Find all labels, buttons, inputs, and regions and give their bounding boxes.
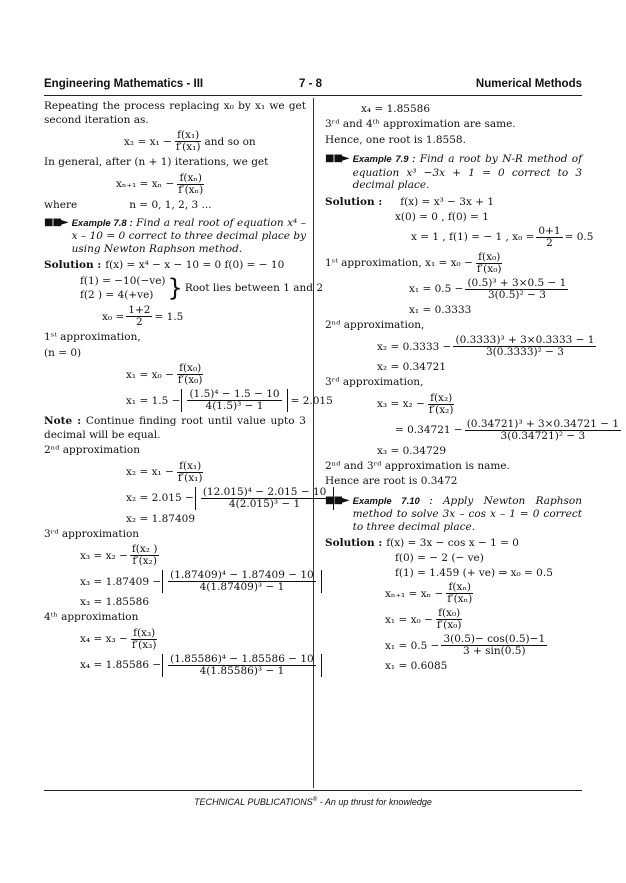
eq-x4-substituted — [44, 652, 314, 677]
fraction — [453, 335, 596, 358]
fraction — [465, 419, 621, 442]
footer-tagline: - An up thrust for knowledge — [317, 797, 432, 807]
numerator: (0.34721)³ + 3×0.34721 − 1 — [466, 417, 620, 430]
page-footer — [0, 797, 626, 807]
fourth-approx-label: 4ᵗʰ approximation — [44, 611, 139, 623]
eq-x1-result: x₁ = 0.3333 — [409, 303, 472, 316]
fraction — [176, 173, 205, 196]
eq-x3 — [325, 393, 582, 416]
denominator: 3 + sin(0.5) — [463, 645, 526, 657]
example-label: Example 7.10 : — [352, 495, 433, 507]
eq-nr-general — [325, 582, 582, 605]
denominator: f′(x₀) — [436, 619, 462, 631]
eq-lhs: x₂ = x₁ − — [124, 135, 172, 148]
left-column — [44, 100, 333, 680]
eq-lhs: x₁ = x₀ − — [126, 368, 174, 381]
eq-x2-substituted — [44, 485, 327, 510]
intro-paragraph: Repeating the process replacing x₀ by x₁ we get second iteration as. — [44, 100, 306, 126]
final-result: x₁ = 0.6085 — [385, 660, 448, 672]
eq-x4-result: x₄ = 1.85586 — [361, 103, 431, 115]
solution-label: Solution : — [325, 537, 383, 549]
footer-rule — [44, 790, 582, 791]
denominator: 4(2.015)³ − 1 — [228, 497, 301, 510]
example-7-8 — [44, 217, 306, 256]
fraction — [201, 487, 329, 510]
numerator: f(x₂ ) — [131, 543, 158, 555]
solution-function: f(x) = x³ − 3x + 1 — [400, 195, 495, 208]
bracket — [162, 570, 322, 593]
fraction — [475, 252, 504, 275]
where-label: where — [44, 198, 78, 211]
eq-lhs: x₂ = 0.3333 − — [377, 340, 452, 353]
solution-line — [325, 537, 582, 549]
root-interval: Root lies between 1 and 2 — [184, 282, 324, 294]
arrow-icon: ■■► — [325, 494, 349, 506]
eq-general-form — [44, 173, 306, 196]
eq-lhs: x₀ = — [102, 310, 125, 323]
fraction — [536, 226, 562, 249]
fraction — [126, 305, 152, 328]
example-label: Example 7.8 : — [71, 217, 133, 229]
eq-lhs: x₁ = x₀ − — [385, 613, 433, 626]
note — [44, 415, 306, 442]
eq-x2-general — [44, 130, 306, 153]
eq-value: = 1.5 — [154, 310, 184, 323]
footer-publisher: TECHNICAL PUBLICATIONS — [194, 797, 313, 807]
numerator: f(x₃) — [133, 626, 156, 639]
right-column — [325, 100, 620, 675]
fraction — [130, 628, 159, 651]
eq-lhs: = 0.34721 − — [395, 424, 463, 436]
eq-lhs: x₂ = x₁ − — [126, 466, 174, 478]
numerator: 3(0.5)− cos(0.5)−1 — [443, 633, 546, 645]
numerator: f(xₙ) — [179, 171, 203, 184]
numerator: f(x₀) — [179, 362, 202, 374]
denominator: 3(0.3333)² − 3 — [485, 346, 564, 358]
same-statement: 3ʳᵈ and 4ᵗʰ approximation are same. — [325, 118, 516, 130]
eq-lhs: x₃ = x₂ − — [377, 398, 425, 410]
denominator: 3(0.5)² − 3 — [487, 288, 546, 301]
page-header — [44, 78, 582, 94]
numerator: (1.5)⁴ − 1.5 − 10 — [189, 388, 280, 400]
bracket — [195, 487, 335, 510]
denominator: f′(x₀) — [476, 262, 502, 275]
fraction — [465, 278, 568, 301]
fraction — [187, 389, 281, 412]
denominator: f′(x₁) — [177, 471, 203, 484]
eq-x4 — [44, 628, 306, 651]
f2-value: f(2 ) = 4(+ve) — [80, 289, 154, 301]
brace-icon: } — [167, 274, 183, 302]
denominator: f′(x₂) — [428, 403, 454, 416]
general-paragraph: In general, after (n + 1) iterations, we get — [44, 156, 269, 168]
denominator: 4(1.85586)³ − 1 — [199, 664, 285, 677]
eq-x1 — [44, 363, 306, 386]
sign-check — [44, 274, 324, 302]
eq-value: = 2.015 — [290, 394, 333, 407]
solution-function: f(x) = 3x − cos x − 1 = 0 — [386, 537, 519, 549]
numerator: f(xₙ) — [448, 581, 472, 593]
x0-f0: x(0) = 0 , f(0) = 1 — [395, 210, 489, 223]
example-text: Find a root by N-R method of equation x³ −3x + 1 = 0 correct to 3 decimal place. — [352, 153, 582, 191]
f0-value: f(0) = − 2 (− ve) — [395, 552, 484, 564]
eq-x1-substituted — [44, 388, 333, 412]
eq-lhs: x = 1 , f(1) = − 1 , x₀ = — [411, 231, 535, 243]
eq-lhs: x₂ = 2.015 − — [126, 492, 194, 504]
second-approx-label: 2ⁿᵈ approximation — [44, 444, 140, 456]
fraction — [435, 608, 464, 631]
eq-x1-substituted — [325, 278, 582, 301]
denominator: 4(1.87409)³ − 1 — [199, 581, 285, 593]
eq-x2-result: x₂ = 0.34721 — [377, 361, 447, 373]
eq-x2 — [44, 461, 306, 484]
fraction — [441, 634, 547, 657]
eq-lhs: x₃ = x₂ − — [80, 549, 128, 562]
solution-label: Solution : — [44, 259, 102, 271]
denominator: 3(0.34721)² − 3 — [500, 429, 586, 442]
denominator: f′(x₃) — [131, 638, 157, 651]
header-rule — [44, 95, 582, 96]
first-approx-label: 1ˢᵗ approximation, — [44, 331, 141, 343]
f1-value: f(1) = 1.459 (+ ve) ⇒ x₀ = 0.5 — [395, 567, 553, 579]
bracket — [162, 654, 322, 677]
fraction — [176, 363, 205, 386]
second-approx-label: 2ⁿᵈ approximation, — [325, 318, 425, 331]
eq-x0 — [44, 305, 306, 328]
eq-x3 — [44, 544, 306, 567]
eq-x2-result: x₂ = 1.87409 — [126, 512, 196, 525]
solution-line — [44, 259, 306, 271]
numerator: f(x₀) — [478, 250, 501, 263]
eq-x3-substituted — [325, 417, 620, 442]
root-result-1: Hence, one root is 1.8558. — [325, 133, 466, 146]
fraction — [176, 461, 205, 484]
denominator: 2 — [546, 236, 553, 249]
numerator: f(x₂) — [430, 391, 453, 404]
root-result-2: Hence are root is 0.3472 — [325, 475, 458, 487]
f1-value: f(1) = −10(−ve) — [80, 275, 166, 287]
third-approx-label: 3ʳᵈ approximation, — [325, 376, 424, 388]
note-text: Continue finding root until value upto 3 decimal will be equal. — [44, 415, 306, 441]
fraction — [445, 582, 474, 605]
eq-lhs: x₄ = 1.85586 − — [80, 659, 162, 671]
numerator: 1+2 — [128, 304, 151, 316]
numerator: (0.5)³ + 3×0.5 − 1 — [467, 276, 567, 289]
third-approx-label: 3ʳᵈ approximation — [44, 527, 140, 540]
numerator: (1.87409)⁴ − 1.87409 − 10 — [170, 569, 314, 581]
example-label: Example 7.9 : — [352, 154, 416, 165]
example-text: Find a real root of equation x⁴ – x – 10 = 0 correct to three decimal place by using Newton Raphson method. — [71, 216, 307, 255]
numerator: (1.85586)⁴ − 1.85586 − 10 — [170, 652, 314, 665]
fraction — [427, 393, 456, 416]
eq-nr-x1 — [325, 608, 582, 631]
numerator: (0.3333)³ + 3×0.3333 − 1 — [455, 334, 595, 346]
arrow-icon: ■■► — [325, 153, 349, 164]
eq-lhs: x₃ = 1.87409 − — [80, 575, 162, 588]
eq-lhs: x₁ = 0.5 − — [409, 283, 464, 295]
numerator: f(x₁) — [179, 459, 202, 472]
fraction — [168, 570, 316, 593]
denominator: f′(x₁) — [175, 141, 201, 153]
eq-lhs: xₙ₊₁ = xₙ − — [385, 587, 444, 600]
example-7-10 — [325, 495, 582, 534]
note-label: Note : — [44, 415, 82, 427]
header-chapter-title: Numerical Methods — [475, 78, 582, 90]
denominator: f′(x₂) — [132, 555, 157, 567]
arrow-icon: ■■► — [44, 216, 68, 228]
eq-x0-midpoint — [325, 224, 594, 249]
registered-mark: ® — [312, 797, 318, 803]
denominator: 2 — [136, 316, 143, 328]
denominator: f′(xₙ) — [447, 593, 473, 605]
header-book-title: Engineering Mathematics - III — [44, 78, 204, 90]
solution-function: f(x) = x⁴ − x − 10 = 0 f(0) = − 10 — [105, 259, 285, 271]
solution-line — [325, 196, 582, 208]
denominator: 4(1.5)³ − 1 — [205, 400, 264, 412]
header-page-number: 7 - 8 — [299, 78, 323, 90]
where-value: n = 0, 1, 2, 3 ... — [129, 198, 212, 211]
eq-x3-result: x₃ = 0.34729 — [377, 444, 447, 457]
bracket — [181, 389, 287, 412]
name-statement: 2ⁿᵈ and 3ʳᵈ approximation is name. — [325, 459, 510, 472]
numerator: f(x₀) — [438, 607, 461, 619]
eq-lhs: x₁ = 0.5 − — [385, 639, 440, 652]
eq-lhs: xₙ₊₁ = xₙ − — [116, 178, 175, 190]
eq-nr-substituted — [325, 634, 582, 657]
numerator: (12.015)⁴ − 2.015 − 10 — [202, 485, 327, 498]
eq-x3-substituted — [44, 569, 314, 593]
numerator: 0+1 — [538, 224, 561, 237]
example-text: Apply Newton Raphson method to solve 3x – cos x – 1 = 0 correct to three decimal place. — [352, 494, 582, 533]
eq-value: = 0.5 — [564, 231, 594, 243]
eq-lhs: 1ˢᵗ approximation, x₁ = x₀ − — [325, 257, 473, 269]
denominator: f′(x₀) — [177, 374, 203, 386]
eq-lhs: x₁ = 1.5 − — [126, 394, 181, 407]
eq-lhs: x₄ = x₃ − — [80, 633, 128, 645]
eq-x3-result: x₃ = 1.85586 — [80, 596, 150, 608]
denominator: f′(xₙ) — [178, 183, 204, 196]
column-divider — [313, 98, 314, 788]
fraction — [168, 654, 316, 677]
fraction — [174, 130, 203, 153]
numerator: f(x₁) — [177, 129, 200, 141]
where-line — [44, 199, 306, 211]
eq-x2-substituted — [325, 334, 595, 358]
solution-label: Solution : — [325, 195, 383, 208]
fraction — [130, 544, 160, 567]
eq-first-approx — [325, 252, 582, 275]
eq-tail: and so on — [204, 135, 256, 148]
n-zero: (n = 0) — [44, 346, 82, 359]
example-7-9 — [325, 153, 582, 192]
